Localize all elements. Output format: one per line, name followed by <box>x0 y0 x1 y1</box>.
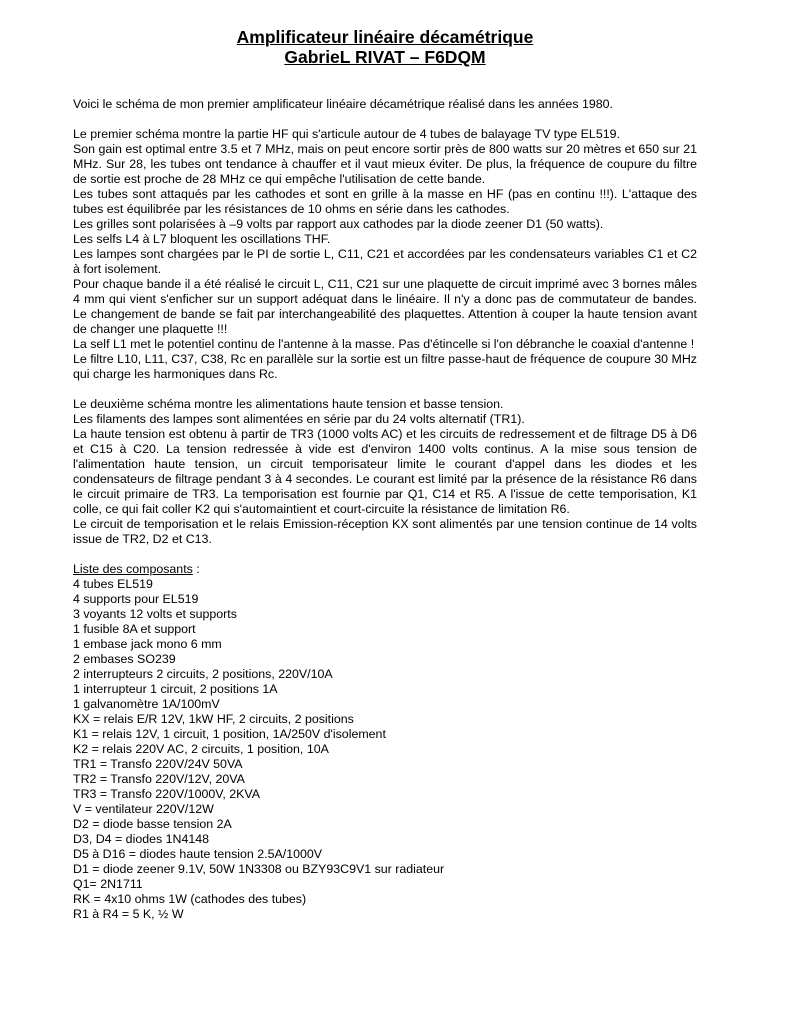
component-item: TR1 = Transfo 220V/24V 50VA <box>73 757 243 771</box>
intro-paragraph: Voici le schéma de mon premier amplificateur linéaire décamétrique réalisé dans les années 1980. <box>73 97 613 111</box>
hf-paragraph: Le filtre L10, L11, C37, C38, Rc en parallèle sur la sortie est un filtre passe-haut de fréquence de coupure 30 MHz qui charge les harmoniques dans Rc. <box>73 352 697 381</box>
paragraph-gap <box>73 382 697 397</box>
component-item: 3 voyants 12 volts et supports <box>73 607 237 621</box>
psu-paragraph: Le deuxième schéma montre les alimentations haute tension et basse tension. <box>73 397 504 411</box>
component-item: TR3 = Transfo 220V/1000V, 2KVA <box>73 787 261 801</box>
component-item: K1 = relais 12V, 1 circuit, 1 position, 1A/250V d'isolement <box>73 727 386 741</box>
section-power-supply <box>73 397 697 547</box>
component-item: 1 galvanomètre 1A/100mV <box>73 697 220 711</box>
components-heading <box>73 562 697 577</box>
component-item: D5 à D16 = diodes haute tension 2.5A/1000V <box>73 847 323 861</box>
psu-paragraph: La haute tension est obtenu à partir de TR3 (1000 volts AC) et les circuits de redressement et de filtrage D5 à D6 et C15 à C20. La tension redressée à vide est d'environ 1400 volts continus. A la mise sous tension de l'alimentation haute tension, un circuit temporisateur limite le courant d'appel dans les diodes et les condensateurs de filtrage pendant 3 à 4 secondes. Le courant est limité par la présence de la résistance R6 dans le circuit primaire de TR3. La temporisation est fournie par Q1, C14 et R5. A l'issue de cette temporisation, K1 colle, ce qui fait coller K2 qui s'automaintient et court-circuite la résistance de limitation R6. <box>73 427 697 516</box>
psu-paragraph: Le circuit de temporisation et le relais Emission-réception KX sont alimentés par une tension continue de 14 volts issue de TR2, D2 et C13. <box>73 517 697 546</box>
document-title <box>73 27 697 67</box>
component-item: 4 tubes EL519 <box>73 577 153 591</box>
hf-paragraph: La self L1 met le potentiel continu de l'antenne à la masse. Pas d'étincelle si l'on débranche le coaxial d'antenne ! <box>73 337 695 351</box>
title-line-2: GabrieL RIVAT – F6DQM <box>284 47 486 67</box>
component-item: 1 embase jack mono 6 mm <box>73 637 222 651</box>
component-item: V = ventilateur 220V/12W <box>73 802 214 816</box>
hf-paragraph: Son gain est optimal entre 3.5 et 7 MHz, mais on peut encore sortir près de 800 watts sur 20 mètres et 650 sur 21 MHz. Sur 28, les tubes ont tendance à chauffer et il vaut mieux éviter. De plus, la fréquence de coupure du filtre de sortie est proche de 28 MHz ce qui empêche l'utilisation de cette bande. <box>73 142 697 186</box>
hf-paragraph: Pour chaque bande il a été réalisé le circuit L, C11, C21 sur une plaquette de circuit imprimé avec 3 bornes mâles 4 mm qui vient s'enficher sur un support adéquat dans le linéaire. Il n'y a donc pas de commutateur de bandes. Le changement de bande se fait par interchangeabilité des plaquettes. Attention à couper la haute tension avant de changer une plaquette !!! <box>73 277 697 336</box>
component-item: 1 fusible 8A et support <box>73 622 196 636</box>
psu-paragraph: Les filaments des lampes sont alimentées en série par du 24 volts alternatif (TR1). <box>73 412 525 426</box>
hf-paragraph: Les tubes sont attaqués par les cathodes et sont en grille à la masse en HF (pas en continu !!!). L'attaque des tubes est équilibrée par les résistances de 10 ohms en série dans les cathodes. <box>73 187 697 216</box>
components-list <box>73 562 697 922</box>
hf-paragraph: Les lampes sont chargées par le PI de sortie L, C11, C21 et accordées par les condensateurs variables C1 et C2 à fort isolement. <box>73 247 697 276</box>
component-item: 4 supports pour EL519 <box>73 592 199 606</box>
hf-paragraph: Le premier schéma montre la partie HF qui s'articule autour de 4 tubes de balayage TV type EL519. <box>73 127 620 141</box>
document-page <box>73 27 697 922</box>
component-item: K2 = relais 220V AC, 2 circuits, 1 position, 10A <box>73 742 329 756</box>
document-body <box>73 97 697 922</box>
component-item: RK = 4x10 ohms 1W (cathodes des tubes) <box>73 892 307 906</box>
component-item: 1 interrupteur 1 circuit, 2 positions 1A <box>73 682 278 696</box>
hf-paragraph: Les grilles sont polarisées à –9 volts par rapport aux cathodes par la diode zeener D1 (50 watts). <box>73 217 604 231</box>
component-item: 2 interrupteurs 2 circuits, 2 positions, 220V/10A <box>73 667 333 681</box>
component-item: TR2 = Transfo 220V/12V, 20VA <box>73 772 245 786</box>
section-hf <box>73 127 697 382</box>
component-item: D1 = diode zeener 9.1V, 50W 1N3308 ou BZY93C9V1 sur radiateur <box>73 862 445 876</box>
components-heading-text: Liste des composants <box>73 562 193 576</box>
components-heading-suffix: : <box>192 562 200 576</box>
paragraph-gap <box>73 547 697 562</box>
component-item: R1 à R4 = 5 K, ½ W <box>73 907 184 921</box>
title-line-1: Amplificateur linéaire décamétrique <box>236 27 534 47</box>
component-item: KX = relais E/R 12V, 1kW HF, 2 circuits, 2 positions <box>73 712 354 726</box>
component-item: D2 = diode basse tension 2A <box>73 817 232 831</box>
component-item: Q1= 2N1711 <box>73 877 143 891</box>
paragraph-gap <box>73 112 697 127</box>
component-item: D3, D4 = diodes 1N4148 <box>73 832 210 846</box>
hf-paragraph: Les selfs L4 à L7 bloquent les oscillations THF. <box>73 232 331 246</box>
component-item: 2 embases SO239 <box>73 652 176 666</box>
